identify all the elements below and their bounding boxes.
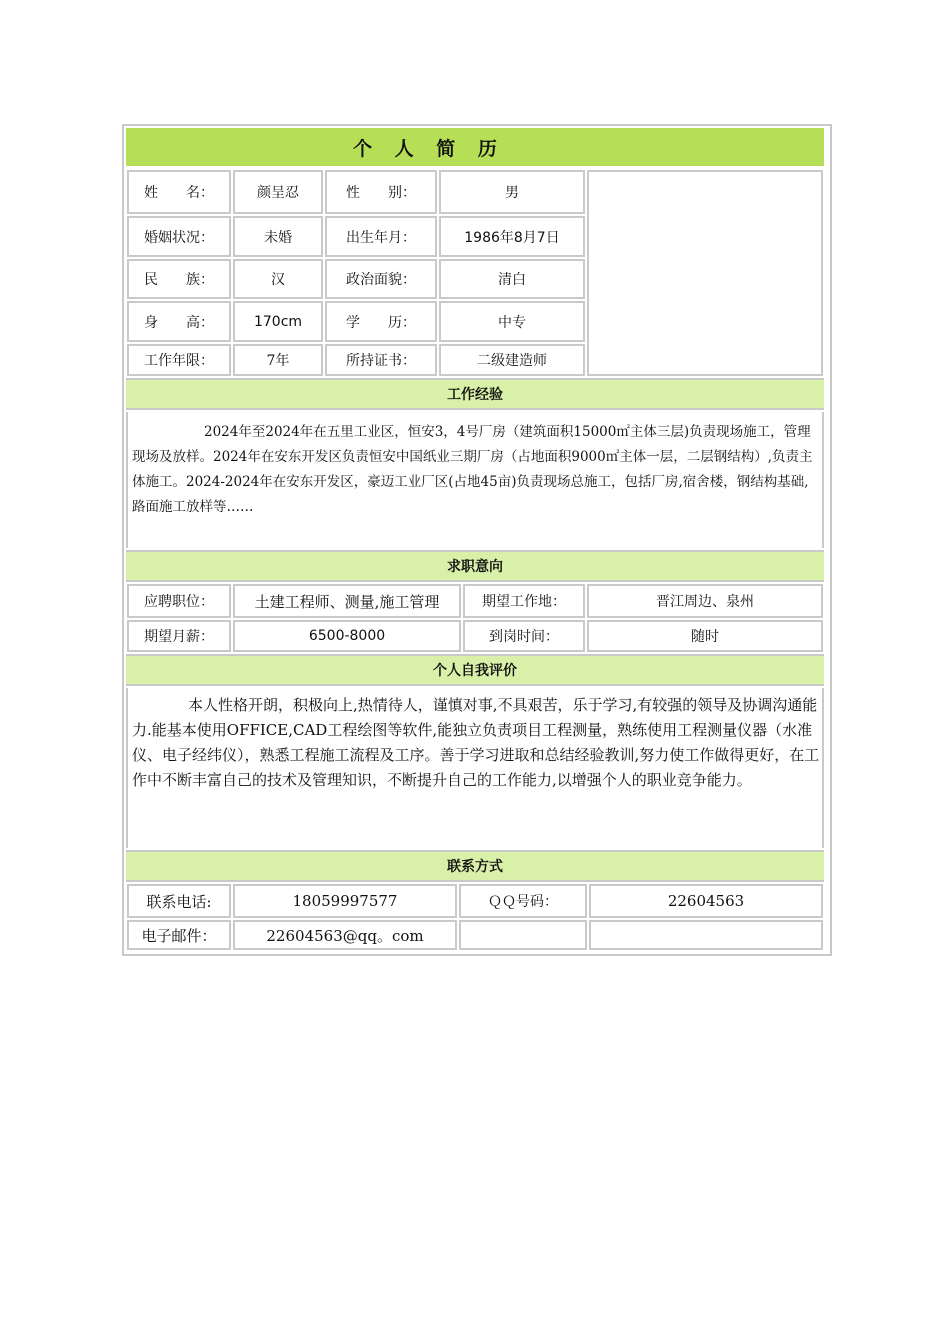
experience-heading: 工作经验 — [126, 378, 824, 410]
certificate-value: 二级建造师 — [439, 344, 585, 376]
marital-label: 婚姻状况： — [127, 216, 231, 257]
gender-value: 男 — [439, 170, 585, 214]
position-label: 应聘职位： — [127, 584, 231, 618]
phone-label: 联系电话: — [127, 884, 231, 918]
height-label: 身 高： — [127, 301, 231, 342]
name-value: 颜呈忍 — [233, 170, 323, 214]
phone-value: 18059997577 — [233, 884, 457, 918]
work-years-label: 工作年限： — [127, 344, 231, 376]
gender-label: 性 别： — [325, 170, 437, 214]
self-eval-section — [126, 688, 824, 848]
education-value: 中专 — [439, 301, 585, 342]
qq-label: ＱＱ号码： — [459, 884, 587, 918]
resume-table — [122, 124, 832, 956]
intention-heading: 求职意向 — [126, 550, 824, 582]
location-value: 晋江周边、泉州 — [587, 584, 823, 618]
salary-label: 期望月薪： — [127, 620, 231, 652]
photo-area — [587, 170, 823, 376]
self-eval-text: 本人性格开朗，积极向上,热情待人，谨慎对事,不具艰苦，乐于学习,有较强的领导及协调沟通能力.能基本使用OFFICE,CAD工程绘图等软件,能独立负责项目工程测量，熟练使用工程测量仪器（水准仪、电子经纬仪），熟悉工程施工流程及工序。善于学习进取和总结经验教训,努力使工作做得更好，在工作中不断丰富自己的技术及管理知识，不断提升自己的工作能力,以增强个人的职业竞争能力。 — [132, 696, 820, 789]
empty-cell — [459, 920, 587, 950]
contact-heading: 联系方式 — [126, 850, 824, 882]
self-eval-heading: 个人自我评价 — [126, 654, 824, 686]
resume-title: 个 人 简 历 — [126, 128, 824, 166]
work-years-value: 7年 — [233, 344, 323, 376]
location-label: 期望工作地： — [463, 584, 585, 618]
start-value: 随时 — [587, 620, 823, 652]
ethnicity-value: 汉 — [233, 259, 323, 299]
email-label: 电子邮件： — [127, 920, 231, 950]
birth-value: 1986年8月7日 — [439, 216, 585, 257]
position-value: 土建工程师、测量,施工管理 — [233, 584, 461, 618]
email-value: 22604563@qq。com — [233, 920, 457, 950]
experience-section — [126, 412, 824, 548]
salary-value: 6500-8000 — [233, 620, 461, 652]
height-value: 170cm — [233, 301, 323, 342]
certificate-label: 所持证书： — [325, 344, 437, 376]
politics-label: 政治面貌： — [325, 259, 437, 299]
name-label: 姓 名： — [127, 170, 231, 214]
politics-value: 清白 — [439, 259, 585, 299]
education-label: 学 历： — [325, 301, 437, 342]
empty-cell — [589, 920, 823, 950]
experience-text: 2024年至2024年在五里工业区，恒安3，4号厂房（建筑面积15000㎡主体三层)负责现场施工，管理现场及放样。2024年在安东开发区负责恒安中国纸业三期厂房（占地面积9000㎡主体一层，二层钢结构）,负责主体施工。2024-2024年在安东开发区，豪迈工业厂区(占地45亩)负责现场总施工，包括厂房,宿舍楼，钢结构基础,路面施工放样等…… — [132, 424, 813, 515]
ethnicity-label: 民 族： — [127, 259, 231, 299]
birth-label: 出生年月： — [325, 216, 437, 257]
start-label: 到岗时间： — [463, 620, 585, 652]
qq-value: 22604563 — [589, 884, 823, 918]
marital-value: 未婚 — [233, 216, 323, 257]
